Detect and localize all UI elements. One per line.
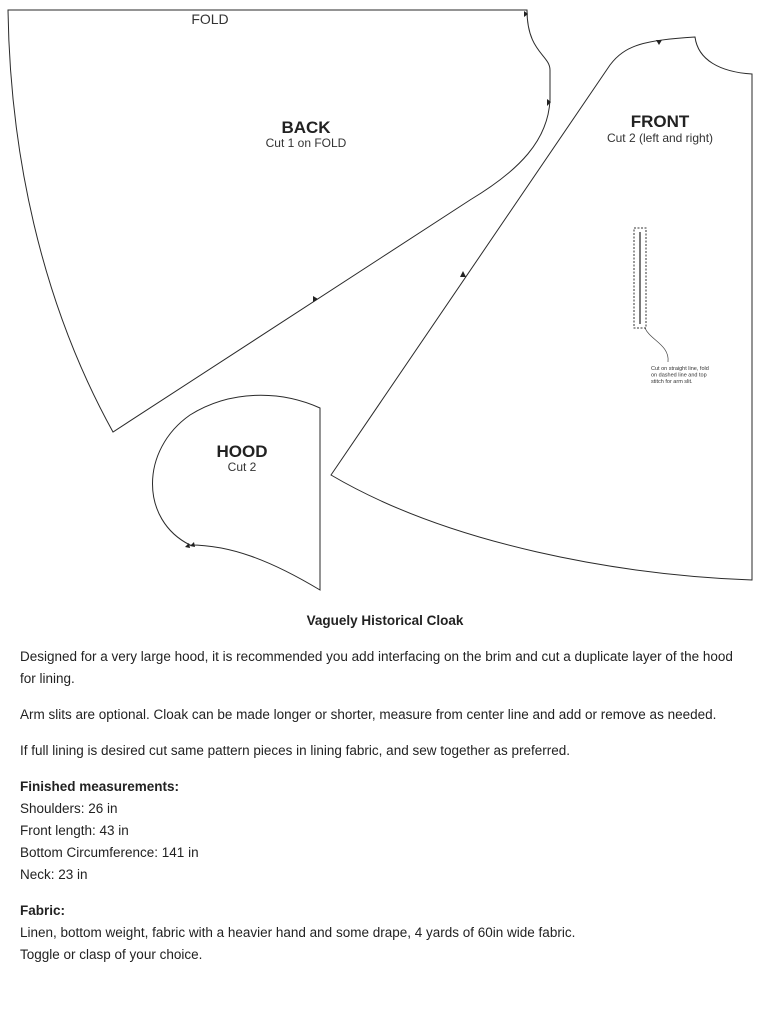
notch-marker	[656, 40, 662, 45]
hood-title: HOOD	[216, 442, 268, 461]
back-piece	[8, 10, 551, 432]
hood-piece-outline	[153, 395, 321, 590]
fabric-section	[20, 900, 750, 966]
arm-slit-note-line: Cut on straight line, fold	[651, 366, 709, 372]
arm-slit-leader	[645, 328, 668, 362]
back-piece-outline	[8, 10, 550, 432]
back-title: BACK	[281, 118, 331, 137]
document-title: Vaguely Historical Cloak	[306, 613, 464, 628]
measurements-heading: Finished measurements:	[20, 779, 180, 794]
front-piece	[331, 37, 752, 580]
note-paragraph: If full lining is desired cut same pattern pieces in lining fabric, and sew together as preferred.	[20, 743, 571, 758]
arm-slit-note	[651, 366, 710, 385]
fabric-line: Toggle or clasp of your choice.	[20, 947, 203, 962]
measurement-line: Bottom Circumference: 141 in	[20, 845, 199, 860]
fold-label: FOLD	[191, 11, 229, 27]
note-paragraph: Designed for a very large hood, it is recommended you add interfacing on the brim and cut a duplicate layer of the hood for lining.	[20, 649, 733, 686]
measurement-line: Front length: 43 in	[20, 823, 129, 838]
hood-cut-instruction: Cut 2	[227, 460, 257, 474]
notch-marker	[313, 296, 318, 302]
back-cut-instruction: Cut 1 on FOLD	[265, 136, 347, 150]
notch-marker	[190, 542, 195, 547]
fabric-line: Linen, bottom weight, fabric with a heavier hand and some drape, 4 yards of 60in wide fabric.	[20, 925, 576, 940]
arm-slit-note-line: on dashed line and top	[651, 372, 707, 379]
fabric-heading: Fabric:	[20, 903, 66, 918]
note-paragraph: Arm slits are optional. Cloak can be made longer or shorter, measure from center line and add or remove as needed.	[20, 707, 717, 722]
arm-slit-marking	[634, 228, 710, 385]
notch-marker	[460, 271, 466, 277]
measurements-section	[20, 776, 750, 886]
front-cut-instruction: Cut 2 (left and right)	[606, 131, 714, 145]
pattern-notes	[20, 610, 750, 980]
measurement-line: Neck: 23 in	[20, 867, 88, 882]
arm-slit-note-line: stitch for arm slit.	[651, 379, 693, 385]
front-title: FRONT	[630, 112, 690, 131]
measurement-line: Shoulders: 26 in	[20, 801, 118, 816]
hood-piece	[153, 395, 321, 590]
